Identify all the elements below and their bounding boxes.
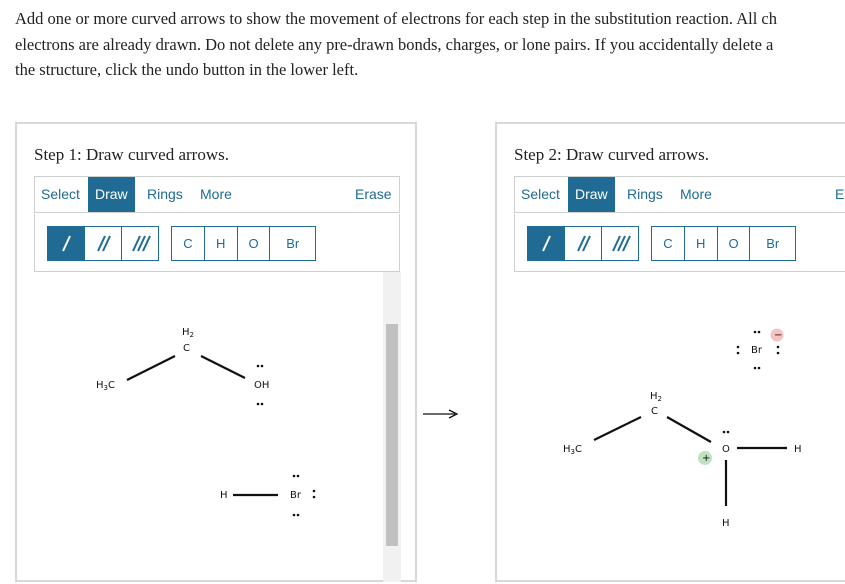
atom-br-button[interactable]: Br [286,236,300,251]
ch3-label: $H_3C$ [96,380,115,392]
erase-button[interactable]: E [835,186,845,202]
reaction-arrow [422,406,462,422]
instructions-line-2: electrons are already drawn. Do not delete any pre-drawn bonds, charges, or lone pairs. If you accidentally delete a [15,34,774,54]
more-tab[interactable]: More [680,186,712,202]
more-tab[interactable]: More [200,186,232,202]
h-right-label: H [794,444,802,455]
atom-br-button[interactable]: Br [766,236,780,251]
bond-ch3-ch2 [594,417,641,440]
oh-label: OH [254,380,270,391]
step1-panel [15,122,417,582]
select-tab[interactable]: Select [521,186,560,202]
erase-button[interactable]: Erase [355,186,392,202]
br-label: Br [290,490,301,501]
instructions-line-3: the structure, click the undo button in the lower left. [15,60,359,79]
draw-tab[interactable]: Draw [88,177,135,212]
instructions [15,6,845,83]
step2-title: Step 2: Draw curved arrows. [514,145,709,164]
canvas-scrollbar[interactable] [383,272,401,582]
draw-tab[interactable]: Draw [568,177,615,212]
step2-panel [495,122,845,582]
atom-o-button[interactable]: O [718,227,751,260]
ch3-label: $H_3C$ [563,444,582,456]
bond-ch2-oh [201,356,245,378]
rings-tab[interactable]: Rings [627,186,663,202]
o-label: O [722,444,730,455]
atom-o-button[interactable]: O [238,227,271,260]
bond-ch3-ch2 [127,356,175,380]
rings-tab[interactable]: Rings [147,186,183,202]
atom-h-button[interactable]: H [685,227,718,260]
negative-charge-sign: − [774,330,783,341]
br-label: Br [751,345,762,356]
h-label: H [220,490,228,501]
step1-canvas[interactable] [17,124,383,584]
ch2-h-label: $H_2$ [182,327,194,339]
positive-charge-sign: + [702,453,711,464]
scrollbar-thumb[interactable] [386,324,398,546]
ch2-c-label: C [651,406,658,417]
ch2-c-label: C [183,343,190,354]
h-bottom-label: H [722,518,730,529]
atom-c-button[interactable]: C [652,227,685,260]
select-tab[interactable]: Select [41,186,80,202]
step2-canvas[interactable] [497,124,845,584]
o-lone-pair [723,431,730,434]
instructions-line-1: Add one or more curved arrows to show the movement of electrons for each step in the substitution reaction. All ch [15,9,778,28]
ch2-h-label: $H_2$ [650,391,662,403]
atom-c-button[interactable]: C [172,227,205,260]
atom-h-button[interactable]: H [205,227,238,260]
step1-title: Step 1: Draw curved arrows. [34,145,229,164]
bond-ch2-o [667,417,711,442]
